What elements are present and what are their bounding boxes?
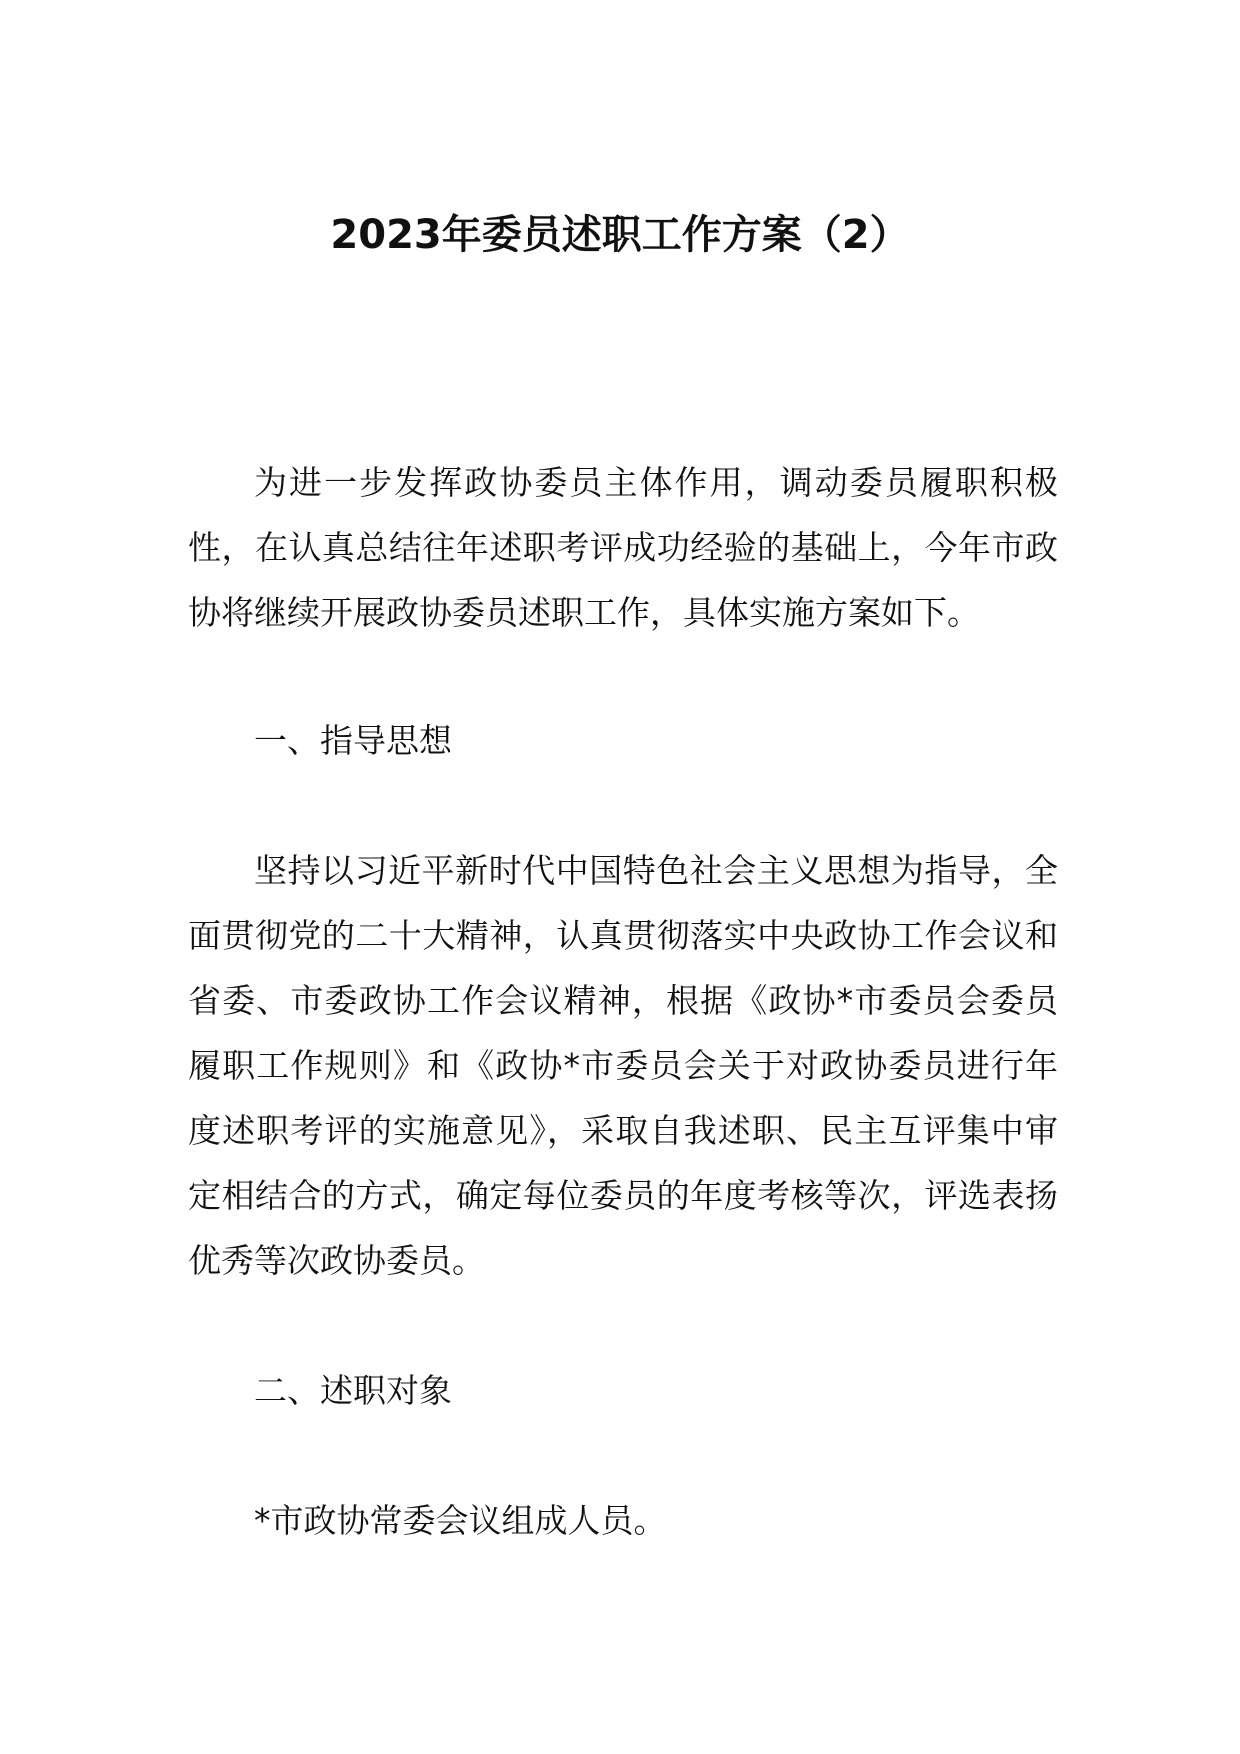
section-heading-guiding-ideology: 一、指导思想 (254, 721, 452, 760)
section-heading-report-targets: 二、述职对象 (254, 1371, 452, 1410)
section-paragraph-report-targets: *市政协常委会议组成人员。 (254, 1501, 667, 1540)
section-paragraph-guiding-ideology: 坚持以习近平新时代中国特色社会主义思想为指导，全面贯彻党的二十大精神，认真贯彻落实中央政协工作会议和省委、市委政协工作会议精神，根据《政协*市委员会委员履职工作规则》和《政协*市委员会关于对政协委员进行年度述职考评的实施意见》，采取自我述职、民主互评集中审定相结合的方式，确定每位委员的年度考核等次，评选表扬优秀等次政协委员。 (188, 851, 1058, 1280)
intro-paragraph: 为进一步发挥政协委员主体作用，调动委员履职积极性，在认真总结往年述职考评成功经验的基础上，今年市政协将继续开展政协委员述职工作，具体实施方案如下。 (188, 463, 1058, 632)
document-title: 2023年委员述职工作方案（2） (330, 212, 910, 258)
